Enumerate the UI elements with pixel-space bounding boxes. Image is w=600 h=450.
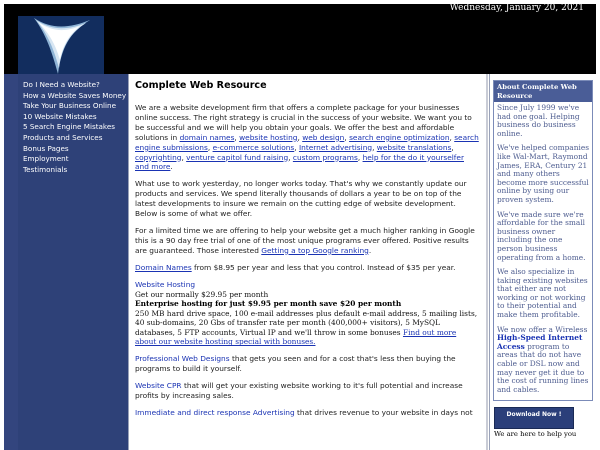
about-box-title: About Complete Web Resource: [494, 81, 592, 102]
download-button[interactable]: Download Now !: [494, 407, 574, 429]
wireless-text-after: program to areas that do not have cable or DSL now and may never get it due to the cost of running lines and cables.: [497, 341, 589, 394]
nav-item-products-services[interactable]: Products and Services: [23, 132, 103, 142]
advertising-text: that drives revenue to your website in days not: [297, 407, 473, 417]
about-paragraph-4: We also specialize in taking existing websites that either are not working or not working to their potential and make them profitable.: [497, 267, 588, 320]
google-offer-text: For a limited time we are offering to help your website get a much higher ranking in Google this is a 90 day free trial of one of the most unique programs ever offered. Positive results are guaranteed. Those interested: [135, 225, 475, 255]
nav-item-do-i-need-a-website[interactable]: Do I Need a Website?: [23, 80, 100, 89]
content-area: [0, 74, 600, 450]
about-paragraph-3: We've made sure we're affordable for the small business owner including the one person business operating from a home.: [497, 209, 586, 262]
about-paragraph-1: Since July 1999 we've had one goal. Helping business do business online.: [497, 103, 580, 138]
hosting-section: [135, 280, 479, 347]
nav-item-testimonials[interactable]: Testimonials: [23, 164, 68, 174]
hosting-details: [135, 309, 479, 347]
hosting-enterprise-offer: Enterprise hosting for just $9.95 per month save $20 per month: [135, 299, 402, 309]
design-paragraph: [135, 354, 479, 374]
hosting-details-text: 250 MB hard drive space, 100 e-mail addresses plus default e-mail address, 5 mailing lists, 40 sub-domains, 20 Gbs of transfer rate per month (400,000+ visitors), 5 MySQL databases, 5 FTP accounts, Virtual IP and we'll throw in some bonuses: [135, 308, 478, 337]
nav-item-bonus-pages[interactable]: Bonus Pages: [23, 143, 69, 153]
about-paragraph-5: [497, 326, 589, 395]
intro-paragraph: We are a website development firm that offers a complete package for your businesses online success. The right strategy is crucial in the success of your website. We want you to be successful and we will help you obtain your goals. We offer the best and affordable solutions in domain names, website hosting, web design, search engine optimization, search engine submissions, e-commerce solutions, Internet advertising, website translations, copyrighting, venture capitol fund raising, custom programs, help for the do it yourselfer and more.: [135, 103, 479, 172]
about-box-body: [494, 102, 592, 394]
column-divider: [486, 74, 488, 450]
link-venture-capitol[interactable]: venture capitol fund raising: [186, 152, 289, 162]
link-internet-advertising[interactable]: Internet advertising: [298, 142, 373, 152]
link-search-engine-submissions[interactable]: search engine submissions: [135, 132, 479, 152]
wireless-text-before: We now offer a Wireless: [497, 324, 588, 334]
logo[interactable]: [18, 16, 104, 74]
swoosh-logo-icon: [18, 16, 104, 74]
wireless-highlight: High-Speed Internet Access: [497, 333, 583, 351]
link-domain-names[interactable]: domain names: [179, 132, 235, 142]
nav-item-employment[interactable]: Employment: [23, 154, 69, 164]
advertising-paragraph: [135, 408, 479, 418]
left-strip: [4, 74, 18, 450]
header: [0, 0, 600, 78]
domain-names-paragraph: [135, 263, 479, 273]
about-box: [493, 80, 593, 401]
right-edge: [595, 74, 600, 450]
design-text: that gets you seen and for a cost that's less then buying the programs to build it yourself.: [135, 354, 456, 373]
google-offer-paragraph: For a limited time we are offering to help your website get a much higher ranking in Google this is a 90 day free trial of one of the most unique programs ever offered. Positive results are guaranteed. Those interested Getting a top Google ranking.: [135, 225, 475, 255]
intro-text: We are a website development firm that offers a complete package for your businesses online success. The right strategy is crucial in the success of your website. We want you to be successful and we will help you obtain your goals. We offer the best and affordable solutions in: [135, 103, 472, 142]
main-content: [128, 74, 487, 450]
domain-names-text: from $8.95 per year and less that you control. Instead of $35 per year.: [194, 262, 456, 272]
sidebar-nav: [18, 74, 128, 450]
link-website-translations[interactable]: website translations: [376, 142, 452, 152]
page-title: Complete Web Resource: [135, 80, 267, 91]
link-do-it-yourselfer[interactable]: help for the do it yourselfer and more: [135, 152, 464, 172]
link-domain-names-offer[interactable]: Domain Names: [135, 262, 192, 272]
link-custom-programs[interactable]: custom programs: [292, 152, 358, 162]
design-title: Professional Web Designs: [135, 354, 230, 364]
link-google-ranking[interactable]: Getting a top Google ranking: [261, 245, 369, 255]
link-web-design[interactable]: web design: [302, 132, 345, 142]
update-paragraph: What use to work yesterday, no longer works today. That's why we constantly update our products and services. We spend literally thousands of dollars a year to be on top of the latest developments to insure we remain on the cutting edge of website development. Below is some of what we offer.: [135, 179, 467, 219]
date-display: Wednesday, January 20, 2021: [449, 3, 584, 13]
nav-item-take-business-online[interactable]: Take Your Business Online: [23, 101, 117, 111]
nav-item-5-search-engine-mistakes[interactable]: 5 Search Engine Mistakes: [23, 122, 115, 132]
cpr-title: Website CPR: [135, 380, 182, 390]
right-sidebar: [489, 74, 596, 450]
nav-item-saves-money[interactable]: How a Website Saves Money: [23, 90, 127, 100]
about-paragraph-2: We've helped companies like Wal-Mart, Raymond James, ERA, Century 21 and many others become more successful online by using our proven system.: [497, 143, 590, 204]
link-e-commerce-solutions[interactable]: e-commerce solutions: [212, 142, 295, 152]
cpr-text: that will get your existing website working to it's full potential and increase profits by increasing sales.: [135, 380, 463, 400]
advertising-title: Immediate and direct response Advertising: [135, 407, 295, 417]
hosting-title: Website Hosting: [135, 279, 196, 289]
link-search-engine-optimization[interactable]: search engine optimization: [349, 132, 450, 142]
hosting-normal-price: Get our normally $29.95 per month: [135, 289, 269, 299]
nav-item-10-website-mistakes[interactable]: 10 Website Mistakes: [23, 111, 97, 121]
link-copyrighting[interactable]: copyrighting: [135, 152, 182, 162]
link-website-hosting[interactable]: website hosting: [239, 132, 298, 142]
link-hosting-special[interactable]: Find out more about our website hosting special with bonuses.: [135, 327, 457, 347]
cpr-paragraph: [135, 381, 479, 401]
help-footer-text: We are here to help you: [494, 430, 577, 439]
